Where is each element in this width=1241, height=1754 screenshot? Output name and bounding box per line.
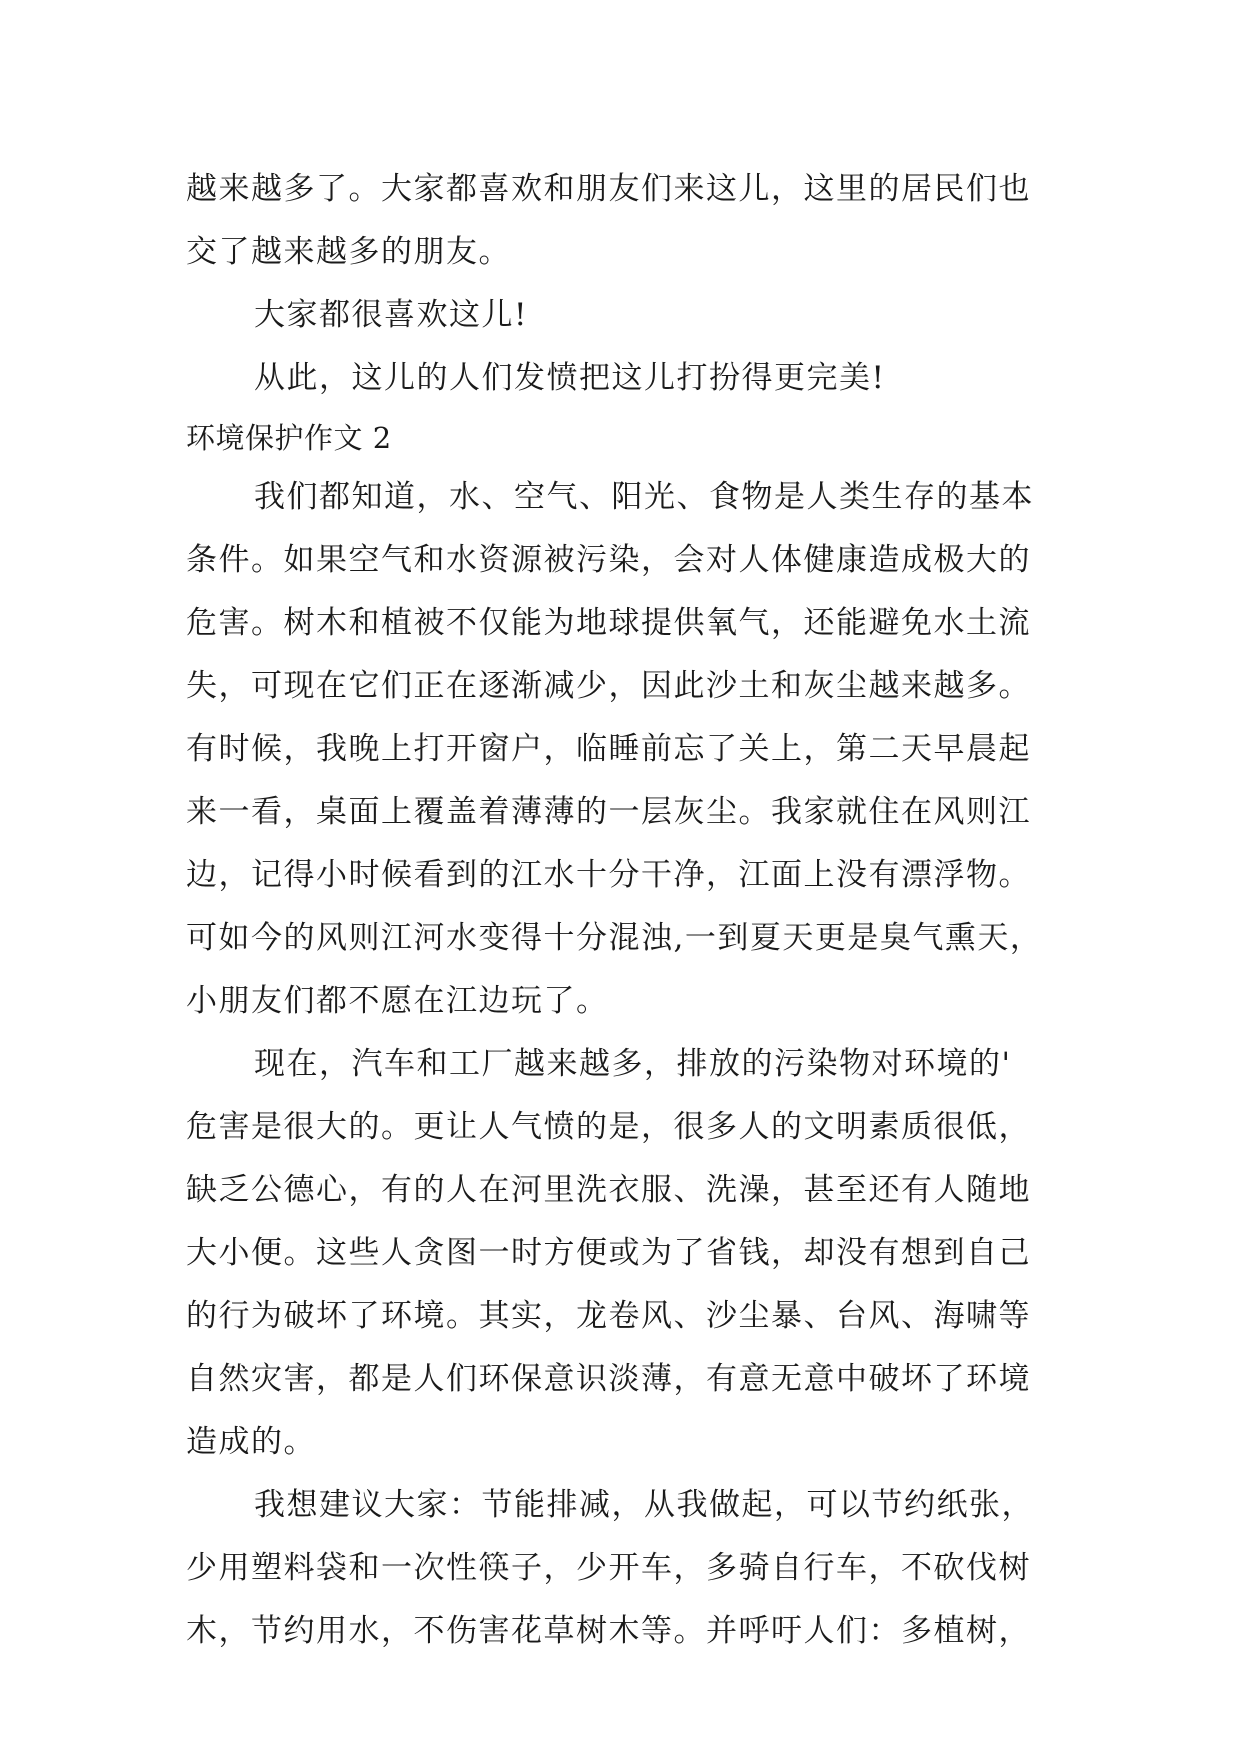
paragraph-start: 现在，汽车和工厂越来越多，排放的污染物对环境的' — [254, 1046, 1012, 1082]
text-line: 自然灾害，都是人们环保意识淡薄，有意无意中破坏了环境 — [186, 1361, 1031, 1397]
section-heading: 环境保护作文 2 — [186, 421, 392, 455]
document-body — [186, 158, 1066, 1663]
text-line: 造成的。 — [186, 1424, 316, 1460]
text-line: 危害。树木和植被不仅能为地球提供氧气，还能避免水土流 — [186, 605, 1031, 641]
text-line: 有时候，我晚上打开窗户，临睡前忘了关上，第二天早晨起 — [186, 731, 1031, 767]
text-line: 可如今的风则江河水变得十分混浊,一到夏天更是臭气熏天， — [186, 920, 1043, 956]
text-line: 缺乏公德心，有的人在河里洗衣服、洗澡，甚至还有人随地 — [186, 1172, 1031, 1208]
paragraph-start: 从此，这儿的人们发愤把这儿打扮得更完美! — [254, 360, 886, 396]
text-line: 来一看，桌面上覆盖着薄薄的一层灰尘。我家就住在风则江 — [186, 794, 1031, 830]
text-line: 木，节约用水，不伤害花草树木等。并呼吁人们：多植树， — [186, 1613, 1031, 1649]
paragraph-start: 大家都很喜欢这儿! — [254, 297, 528, 333]
text-line: 危害是很大的。更让人气愤的是，很多人的文明素质很低， — [186, 1109, 1031, 1145]
text-line: 条件。如果空气和水资源被污染，会对人体健康造成极大的 — [186, 542, 1031, 578]
paragraph-start: 我想建议大家：节能排减，从我做起，可以节约纸张， — [254, 1487, 1034, 1523]
text-line: 少用塑料袋和一次性筷子，少开车，多骑自行车，不砍伐树 — [186, 1550, 1031, 1586]
text-line: 的行为破坏了环境。其实，龙卷风、沙尘暴、台风、海啸等 — [186, 1298, 1031, 1334]
paragraph-start: 我们都知道，水、空气、阳光、食物是人类生存的基本 — [254, 479, 1034, 515]
text-line: 交了越来越多的朋友。 — [186, 234, 511, 270]
text-line: 失，可现在它们正在逐渐减少，因此沙土和灰尘越来越多。 — [186, 668, 1031, 704]
text-line: 大小便。这些人贪图一时方便或为了省钱，却没有想到自己 — [186, 1235, 1031, 1271]
text-line: 越来越多了。大家都喜欢和朋友们来这儿，这里的居民们也 — [186, 171, 1031, 207]
text-line: 边，记得小时候看到的江水十分干净，江面上没有漂浮物。 — [186, 857, 1031, 893]
text-line: 小朋友们都不愿在江边玩了。 — [186, 983, 609, 1019]
